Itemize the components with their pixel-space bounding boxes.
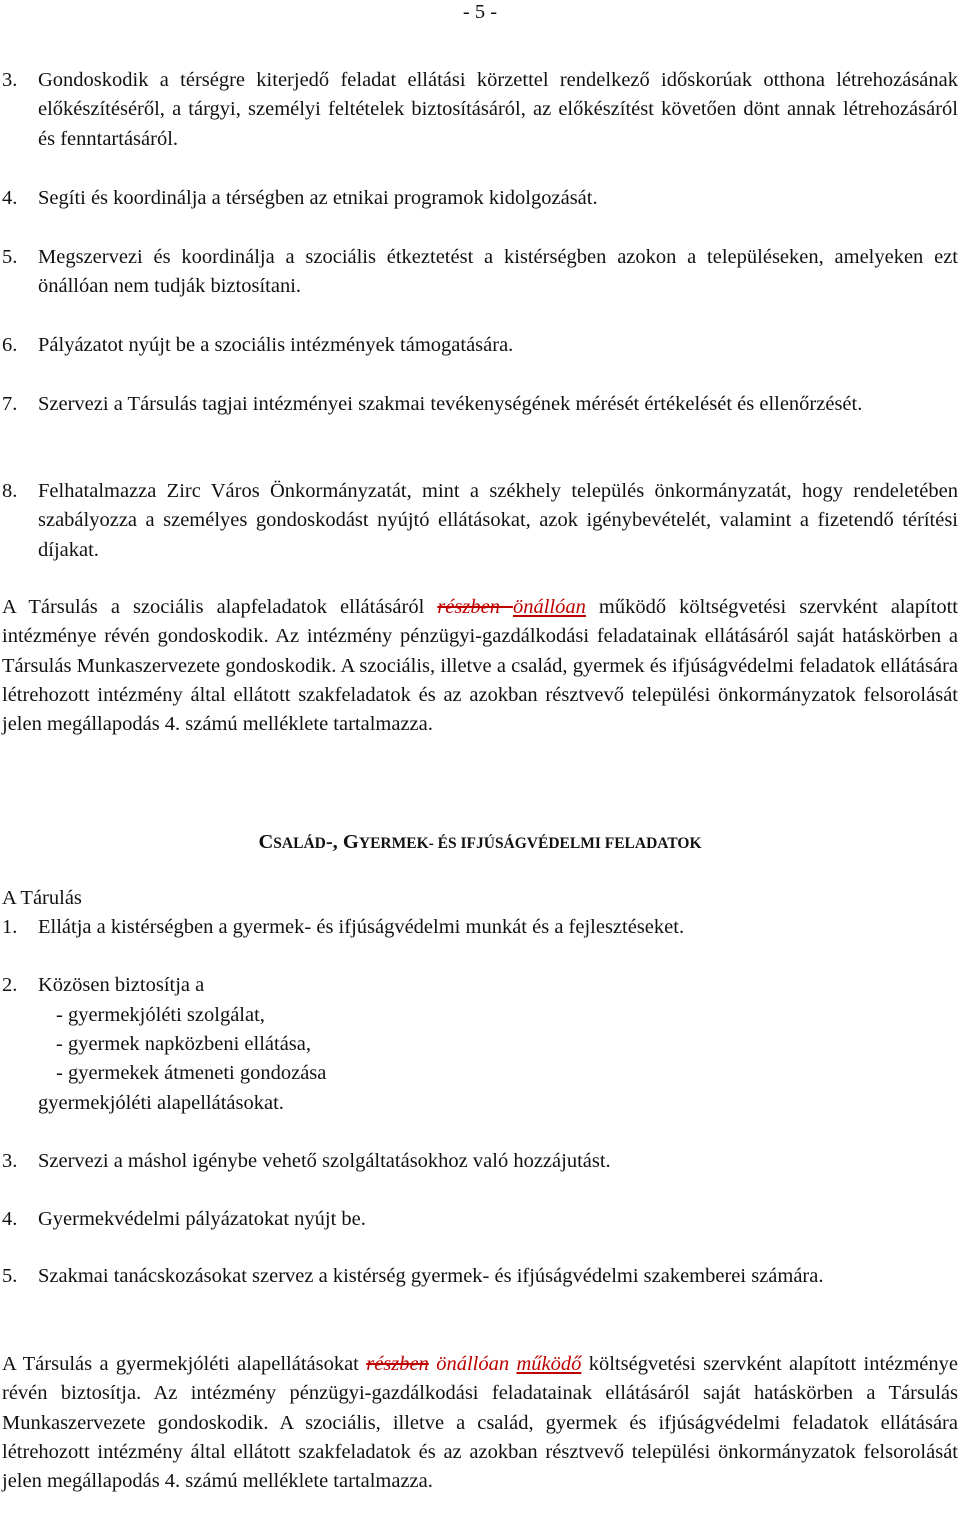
item-number: 4. <box>2 1208 18 1230</box>
section-heading <box>0 828 960 858</box>
heading-smallcaps: SALÁD <box>273 835 326 852</box>
inserted-text: önállóan <box>436 1353 517 1375</box>
item-number: 1. <box>2 916 18 938</box>
list-item <box>0 1262 958 1291</box>
sub-list-item: - gyermekjóléti szolgálat, <box>56 1004 265 1026</box>
item-text: Pályázatot nyújt be a szociális intézmények támogatására. <box>38 334 514 356</box>
list-item <box>0 243 958 302</box>
deleted-text: részben <box>366 1353 429 1375</box>
item-text: Szervezi a máshol igénybe vehető szolgáltatásokhoz való hozzájutást. <box>38 1150 611 1172</box>
list-item <box>0 971 958 1000</box>
paragraph-text: A Társulás a gyermekjóléti alapellátásokat <box>2 1353 367 1375</box>
item-number: 7. <box>2 393 18 415</box>
item-text: Felhatalmazza Zirc Város Önkormányzatát, mint a székhely település önkormányzatát, hogy rendeletében szabályozza a személyes gondoskodást nyújtó ellátásokat, azok igénybevételét, valamint a fizetendő térítési díjakat. <box>38 480 958 561</box>
page-number: - 5 - <box>462 1 498 23</box>
inserted-text: önállóan <box>512 596 586 618</box>
list-item <box>0 66 958 154</box>
paragraph-text: működő költségvetési szervként alapított intézménye révén gondoskodik. Az intézmény pénzügyi-gazdálkodási feladatainak ellátásáról saját hatáskörben a Társulás Munkaszervezete gondoskodik. A szociális, illetve a család, gyermek és ifjúságvédelmi feladatok ellátására létrehozott intézmény által ellátott szakfeladatok és az azokban résztvevő települési önkormányzatok felsorolását jelen megállapodás 4. számú melléklete tartalmazza. <box>2 596 958 736</box>
paragraph-child-welfare <box>2 1350 958 1496</box>
list-item <box>0 184 958 213</box>
heading-separator: -, <box>325 831 343 853</box>
item-number: 5. <box>2 246 18 268</box>
item-number: 2. <box>2 974 18 996</box>
list-item <box>0 390 958 419</box>
item-number: 8. <box>2 480 18 502</box>
sub-list-item: - gyermek napközbeni ellátása, <box>56 1033 311 1055</box>
list-item <box>0 913 958 942</box>
inserted-text: működő <box>516 1353 582 1375</box>
item-number: 3. <box>2 69 18 91</box>
heading-initial: C <box>258 831 274 853</box>
item-number: 6. <box>2 334 18 356</box>
list-item <box>0 477 958 565</box>
item-text: Ellátja a kistérségben a gyermek- és ifjúságvédelmi munkát és a fejlesztéseket. <box>38 916 685 938</box>
list-item <box>0 1205 958 1234</box>
item-text: Szervezi a Társulás tagjai intézményei szakmai tevékenységének mérését értékelését és ellenőrzését. <box>38 393 863 415</box>
item-text: Közösen biztosítja a <box>38 974 205 996</box>
item-text: Gondoskodik a térségre kiterjedő feladat ellátási körzettel rendelkező időskorúak otthona létrehozásának előkészítéséről, a tárgyi, személyi feltételek biztosításáról, az előkészítést követően dönt annak létrehozásáról és fenntartásáról. <box>38 69 958 150</box>
list-item <box>0 1147 958 1176</box>
deleted-text: részben <box>437 596 513 618</box>
paragraph-social-tasks <box>2 593 958 739</box>
item-number: 4. <box>2 187 18 209</box>
item-text: Megszervezi és koordinálja a szociális étkeztetést a kistérségben azokon a településeken, amelyeken ezt önállóan nem tudják biztosítani. <box>38 246 958 298</box>
item-text: Gyermekvédelmi pályázatokat nyújt be. <box>38 1208 366 1230</box>
sub-list-item: - gyermekek átmeneti gondozása <box>56 1062 327 1084</box>
heading-smallcaps: - ÉS IFJÚSÁGVÉDELMI FELADATOK <box>428 835 702 852</box>
item-text: Segíti és koordinálja a térségben az etnikai programok kidolgozását. <box>38 187 598 209</box>
heading-initial: G <box>342 831 359 853</box>
paragraph-text: költségvetési szervként alapított intézménye révén biztosítja. Az intézmény pénzügyi-gazdálkodási feladatainak ellátásáról saját hatáskörben a Társulás Munkaszervezete gondoskodik. A szociális, illetve a család, gyermek és ifjúságvédelmi feladatok ellátására létrehozott intézmény által ellátott szakfeladatok és az azokban résztvevő települési önkormányzatok felsorolását jelen megállapodás 4. számú melléklete tartalmazza. <box>2 1353 959 1493</box>
paragraph-text: A Társulás a szociális alapfeladatok ellátásáról <box>2 596 438 618</box>
item-number: 3. <box>2 1150 18 1172</box>
intro-line: A Tárulás <box>2 887 82 909</box>
heading-smallcaps: YERMEK <box>358 835 429 852</box>
item-number: 5. <box>2 1265 18 1287</box>
sub-list-tail: gyermekjóléti alapellátásokat. <box>38 1092 284 1114</box>
list-item <box>0 331 958 360</box>
item-text: Szakmai tanácskozásokat szervez a kistérség gyermek- és ifjúságvédelmi szakemberei számára. <box>38 1265 824 1287</box>
